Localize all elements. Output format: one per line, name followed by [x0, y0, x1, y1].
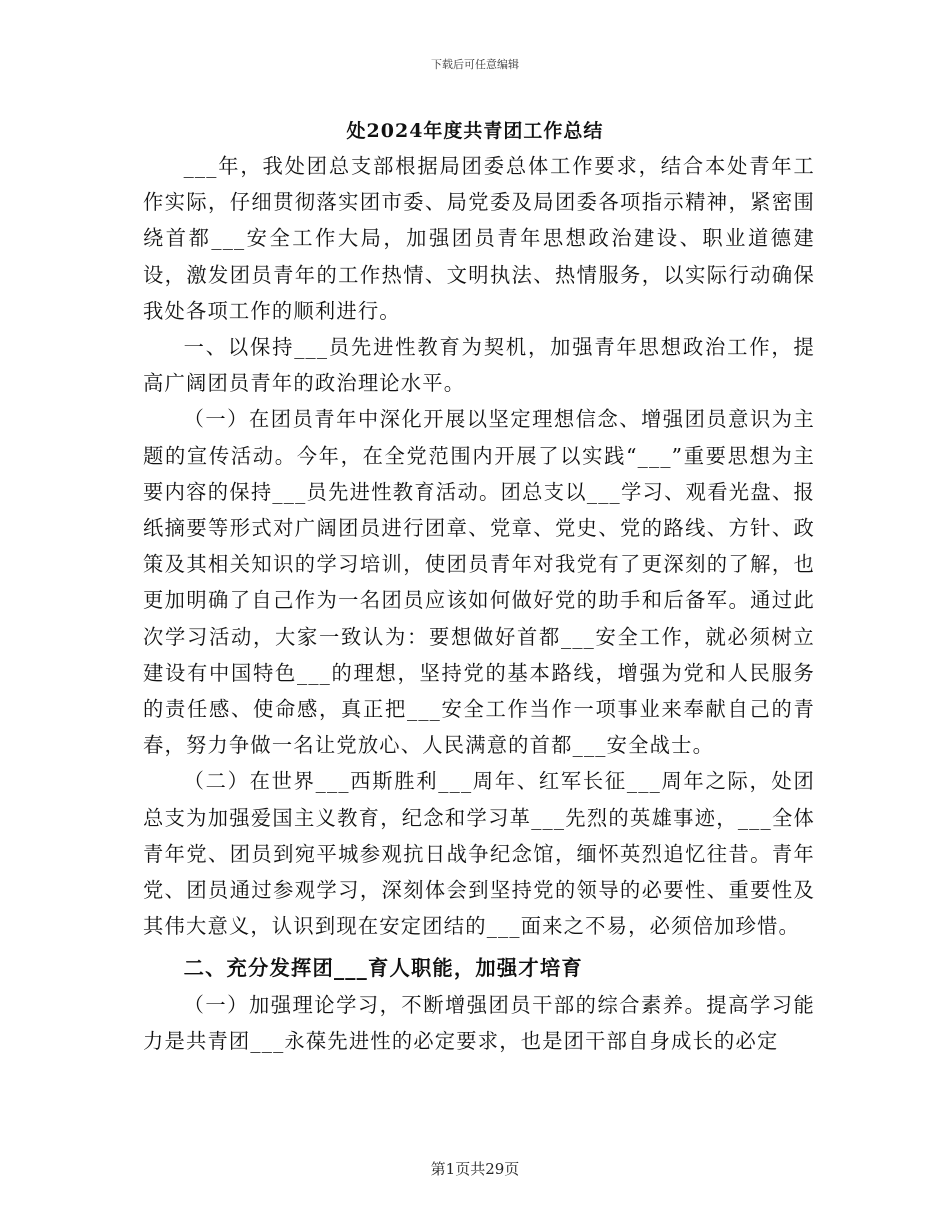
page-header-note: 下载后可任意编辑	[431, 58, 519, 71]
subsection-one-paragraph: （一）在团员青年中深化开展以坚定理想信念、增强团员意识为主题的宣传活动。今年，在全党范围内开展了以实践“___”重要思想为主要内容的保持___员先进性教育活动。团总支以___学习、观看光盘、报纸摘要等形式对广阔团员进行团章、党章、党史、党的路线、方针、政策及其相关知识的学习培训，使团员青年对我党有了更深刻的了解，也更加明确了自己作为一名团员应该如何做好党的助手和后备军。通过此次学习活动，大家一致认为：要想做好首都___安全工作，就必须树立建设有中国特色___的理想，坚持党的基本路线，增强为党和人民服务的责任感、使命感，真正把___安全工作当作一项事业来奉献自己的青春，努力争做一名让党放心、人民满意的首都___安全战士。	[143, 407, 815, 758]
subsection-two-paragraph: （二）在世界___西斯胜利___周年、红军长征___周年之际，处团总支为加强爱国主义教育，纪念和学习革___先烈的英雄事迹，___全体青年党、团员到宛平城参观抗日战争纪念馆，缅怀英烈追忆往昔。青年党、团员通过参观学习，深刻体会到坚持党的领导的必要性、重要性及其伟大意义，认识到现在安定团结的___面来之不易，必须倍加珍惜。	[143, 769, 815, 939]
section-one-heading: 一、以保持___员先进性教育为契机，加强青年思想政治工作，提高广阔团员青年的政治理论水平。	[143, 335, 815, 396]
document-title: 处2024年度共青团工作总结	[346, 120, 604, 142]
section-two-heading: 二、充分发挥团___育人职能，加强才培育	[183, 956, 583, 981]
intro-paragraph: ___年，我处团总支部根据局团委总体工作要求，结合本处青年工作实际，仔细贯彻落实团市委、局党委及局团委各项指示精神，紧密围绕首都___安全工作大局，加强团员青年思想政治建设、职业道德建设，激发团员青年的工作热情、文明执法、热情服务，以实际行动确保我处各项工作的顺利进行。	[143, 154, 815, 323]
page-footer-number: 第1页共29页	[430, 1160, 520, 1178]
section-two-subsection-one-paragraph: （一）加强理论学习，不断增强团员干部的综合素养。提高学习能力是共青团___永葆先进性的必定要求，也是团干部自身成长的必定	[143, 992, 815, 1053]
document-body	[143, 148, 815, 1059]
